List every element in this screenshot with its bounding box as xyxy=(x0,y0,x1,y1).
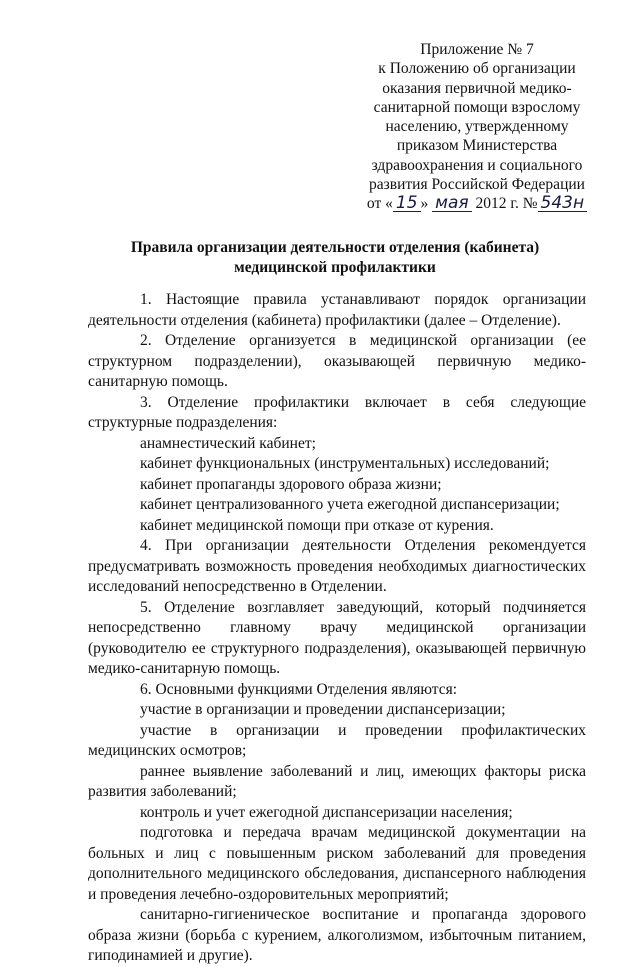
list-item: кабинет функциональных (инструментальных) исследований; xyxy=(140,455,550,472)
paragraph-5: 5. Отделение возглавляет заведующий, который подчиняется непосредственно главному врачу медицинской организации (руководителю ее структурного подразделения), оказывающей первичную медико-санитарную помощь. xyxy=(88,598,586,677)
list-item: кабинет централизованного учета ежегодной диспансеризации; xyxy=(140,496,560,513)
list-item: контроль и учет ежегодной диспансеризации населения; xyxy=(140,803,513,821)
title-line-1: Правила организации деятельности отделения (кабинета) xyxy=(130,239,540,256)
list-item: анамнестический кабинет; xyxy=(140,434,316,452)
appendix-line: здравоохранения и социального xyxy=(371,156,583,174)
appendix-line: развития Российской Федерации xyxy=(369,176,585,194)
handwritten-day: 15 xyxy=(393,195,421,212)
list-item: подготовка и передача врачам медицинской документации на больных и лиц с повышенным риском заболеваний для проведения дополнительного медицинского обследования, диспансерного наблюдения и проведения лечебно-оздоровительных мероприятий; xyxy=(88,824,586,903)
order-date-line xyxy=(352,194,602,213)
paragraph-6: 6. Основными функциями Отделения являются: xyxy=(140,680,458,698)
list-item: раннее выявление заболеваний и лиц, имеющих факторы риска развития заболеваний; xyxy=(88,762,586,800)
appendix-line: Приложение № 7 xyxy=(420,41,534,58)
list-item: участие в организации и проведении профилактических медицинских осмотров; xyxy=(88,721,586,759)
paragraph-3: 3. Отделение профилактики включает в себя следующие структурные подразделения: xyxy=(88,393,586,431)
appendix-line: оказания первичной медико- xyxy=(382,79,572,97)
appendix-line: санитарной помощи взрослому xyxy=(373,98,581,116)
list-item: кабинет медицинской помощи при отказе от курения. xyxy=(140,516,494,534)
document-title xyxy=(90,238,580,278)
paragraph-1: 1. Настоящие правила устанавливают порядок организации деятельности отделения (кабинета) профилактики (далее – Отделение). xyxy=(88,291,586,329)
list-item: кабинет пропаганды здорового образа жизни; xyxy=(140,475,442,493)
handwritten-month: мая xyxy=(432,195,471,212)
paragraph-4: 4. При организации деятельности Отделения рекомендуется предусматривать возможность проведения необходимых диагностических исследований непосредственно в Отделении. xyxy=(88,537,586,595)
paragraph-2: 2. Отделение организуется в медицинской организации (ее структурном подразделении), оказывающей первичную медико-санитарную помощь. xyxy=(88,332,586,390)
handwritten-order-number: 543н xyxy=(538,195,588,212)
date-year: 2012 г. № xyxy=(475,195,538,213)
appendix-header xyxy=(352,40,602,214)
appendix-line: к Положению об организации xyxy=(378,60,576,78)
date-prefix: от « xyxy=(366,195,393,213)
document-body xyxy=(88,290,586,967)
list-item: санитарно-гигиеническое воспитание и пропаганда здорового образа жизни (борьба с курением, алкоголизмом, избыточным питанием, гиподинамией и другие). xyxy=(88,906,586,964)
appendix-line: населению, утвержденному xyxy=(385,118,569,136)
date-mid: » xyxy=(420,195,429,213)
title-line-2: медицинской профилактики xyxy=(234,259,436,276)
appendix-line: приказом Министерства xyxy=(396,137,558,155)
list-item: участие в организации и проведении диспансеризации; xyxy=(140,701,506,718)
